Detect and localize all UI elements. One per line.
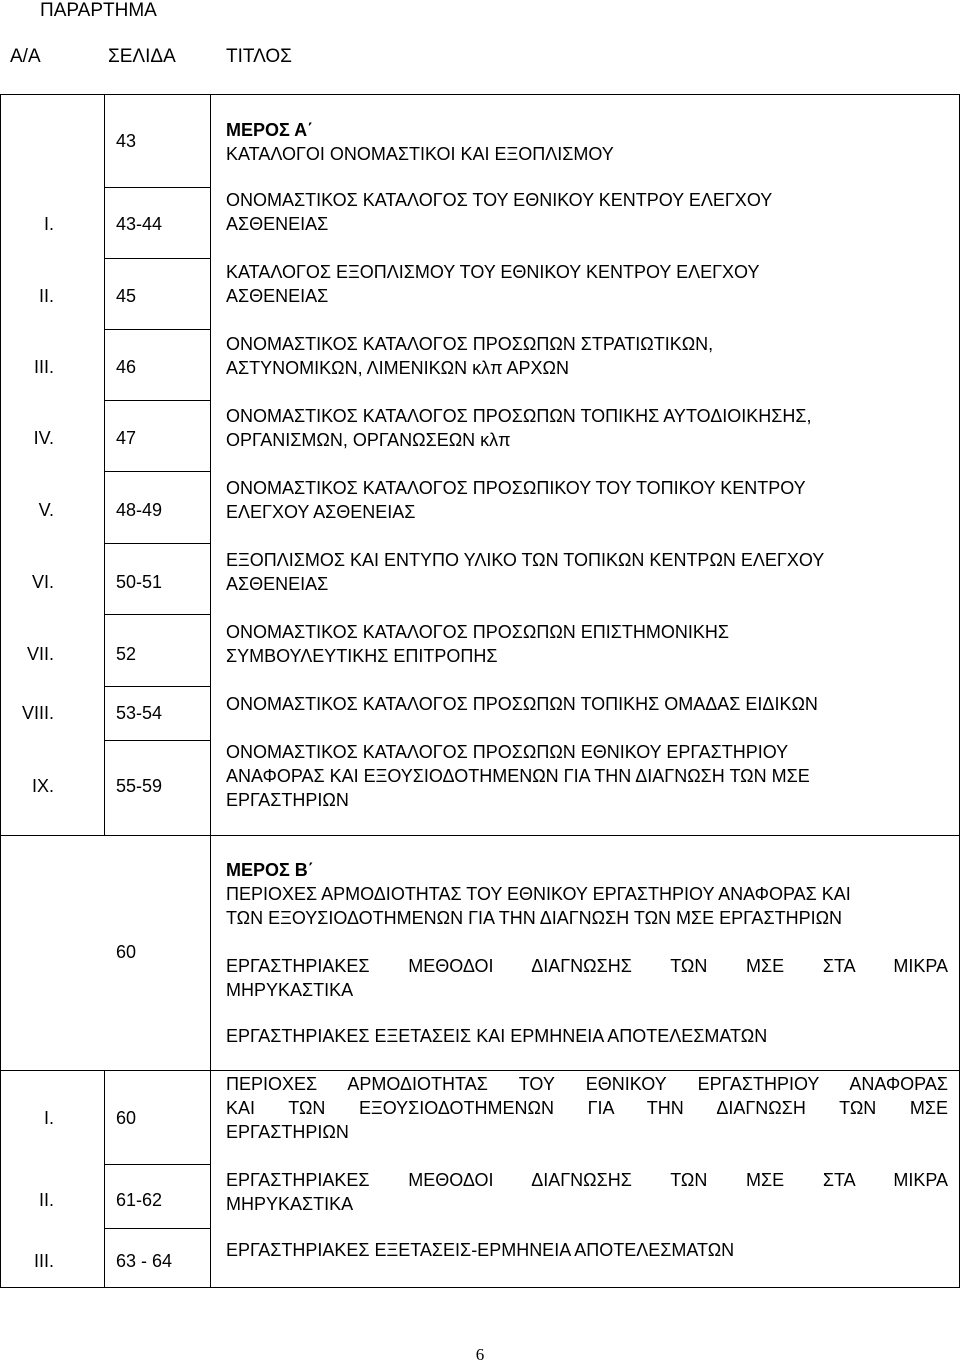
part-b-subsection: ΕΡΓΑΣΤΗΡΙΑΚΕΣ ΕΞΕΤΑΣΕΙΣ ΚΑΙ ΕΡΜΗΝΕΙΑ ΑΠΟΤΕΛΕΣΜΑΤΩΝ	[226, 1026, 768, 1046]
row-separator	[104, 329, 210, 330]
row-title: ΟΝΟΜΑΣΤΙΚΟΣ ΚΑΤΑΛΟΓΟΣ ΠΡΟΣΩΠΙΚΟΥ ΤΟΥ ΤΟΠΙΚΟΥ ΚΕΝΤΡΟΥ	[226, 478, 806, 498]
row-title: ΕΡΓΑΣΤΗΡΙΑΚΕΣ ΜΕΘΟΔΟΙ ΔΙΑΓΝΩΣΗΣ ΤΩΝ ΜΣΕ ΣΤΑ ΜΙΚΡΑ	[226, 1170, 948, 1190]
row-page: 46	[116, 357, 137, 377]
row-page: 43-44	[116, 214, 163, 234]
row-page: 45	[116, 286, 137, 306]
row-title: ΠΕΡΙΟΧΕΣ ΑΡΜΟΔΙΟΤΗΤΑΣ ΤΟΥ ΕΘΝΙΚΟΥ ΕΡΓΑΣΤΗΡΙΟΥ ΑΝΑΦΟΡΑΣ	[226, 1074, 948, 1094]
table-divider-right-b	[210, 835, 211, 1287]
row-page: 60	[116, 1108, 137, 1128]
row-title: ΟΝΟΜΑΣΤΙΚΟΣ ΚΑΤΑΛΟΓΟΣ ΠΡΟΣΩΠΩΝ ΕΘΝΙΚΟΥ ΕΡΓΑΣΤΗΡΙΟΥ	[226, 742, 789, 762]
section-separator	[0, 1070, 960, 1071]
row-title-cont: ΣΥΜΒΟΥΛΕΥΤΙΚΗΣ ΕΠΙΤΡΟΠΗΣ	[226, 646, 498, 666]
row-separator	[104, 400, 210, 401]
row-number: III.	[33, 357, 54, 377]
column-header-page: ΣΕΛΙΔΑ	[108, 46, 176, 67]
row-title-cont: ΟΡΓΑΝΙΣΜΩΝ, ΟΡΓΑΝΩΣΕΩΝ κλπ	[226, 430, 511, 450]
row-separator	[104, 614, 210, 615]
row-page: 47	[116, 428, 137, 448]
part-a-title: ΜΕΡΟΣ Α΄	[226, 120, 314, 140]
part-b-title-line: ΠΕΡΙΟΧΕΣ ΑΡΜΟΔΙΟΤΗΤΑΣ ΤΟΥ ΕΘΝΙΚΟΥ ΕΡΓΑΣΤΗΡΙΟΥ ΑΝΑΦΟΡΑΣ ΚΑΙ	[226, 884, 851, 904]
row-page: 48-49	[116, 500, 163, 520]
row-number: IV.	[33, 428, 54, 448]
row-separator	[104, 471, 210, 472]
row-separator	[104, 1164, 210, 1165]
row-page: 55-59	[116, 776, 163, 796]
row-number: IX.	[31, 776, 54, 796]
row-title: ΟΝΟΜΑΣΤΙΚΟΣ ΚΑΤΑΛΟΓΟΣ ΠΡΟΣΩΠΩΝ ΤΟΠΙΚΗΣ ΑΥΤΟΔΙΟΙΚΗΣΗΣ,	[226, 406, 812, 426]
appendix-heading: ΠΑΡΑΡΤΗΜΑ	[40, 0, 157, 21]
row-separator	[104, 686, 210, 687]
row-title: ΕΞΟΠΛΙΣΜΟΣ ΚΑΙ ΕΝΤΥΠΟ ΥΛΙΚΟ ΤΩΝ ΤΟΠΙΚΩΝ ΚΕΝΤΡΩΝ ΕΛΕΓΧΟΥ	[226, 550, 825, 570]
row-title-cont: ΑΣΘΕΝΕΙΑΣ	[226, 214, 329, 234]
row-title-cont: ΜΗΡΥΚΑΣΤΙΚΑ	[226, 1194, 354, 1214]
row-number: II.	[38, 286, 54, 306]
row-separator	[104, 543, 210, 544]
row-page: 50-51	[116, 572, 163, 592]
row-number: VI.	[31, 572, 54, 592]
row-title-cont: ΕΛΕΓΧΟΥ ΑΣΘΕΝΕΙΑΣ	[226, 502, 416, 522]
row-title-cont: ΑΣΘΕΝΕΙΑΣ	[226, 286, 329, 306]
column-header-aa: Α/Α	[10, 46, 41, 67]
row-number: I.	[43, 214, 54, 234]
row-separator	[104, 187, 210, 188]
row-number: III.	[33, 1251, 54, 1271]
row-title: ΟΝΟΜΑΣΤΙΚΟΣ ΚΑΤΑΛΟΓΟΣ ΠΡΟΣΩΠΩΝ ΤΟΠΙΚΗΣ ΟΜΑΔΑΣ ΕΙΔΙΚΩΝ	[226, 694, 818, 714]
row-page: 53-54	[116, 703, 163, 723]
row-title: ΕΡΓΑΣΤΗΡΙΑΚΕΣ ΕΞΕΤΑΣΕΙΣ-ΕΡΜΗΝΕΙΑ ΑΠΟΤΕΛΕΣΜΑΤΩΝ	[226, 1240, 735, 1260]
row-title: ΟΝΟΜΑΣΤΙΚΟΣ ΚΑΤΑΛΟΓΟΣ ΠΡΟΣΩΠΩΝ ΕΠΙΣΤΗΜΟΝΙΚΗΣ	[226, 622, 730, 642]
row-title-cont: ΑΣΤΥΝΟΜΙΚΩΝ, ΛΙΜΕΝΙΚΩΝ κλπ ΑΡΧΩΝ	[226, 358, 569, 378]
row-number: VII.	[26, 644, 54, 664]
row-page: 63 - 64	[116, 1251, 173, 1271]
table-border-top	[0, 94, 960, 95]
row-title: ΚΑΤΑΛΟΓΟΣ ΕΞΟΠΛΙΣΜΟΥ ΤΟΥ ΕΘΝΙΚΟΥ ΚΕΝΤΡΟΥ ΕΛΕΓΧΟΥ	[226, 262, 760, 282]
row-title: ΟΝΟΜΑΣΤΙΚΟΣ ΚΑΤΑΛΟΓΟΣ ΠΡΟΣΩΠΩΝ ΣΤΡΑΤΙΩΤΙΚΩΝ,	[226, 334, 714, 354]
table-divider-left	[104, 94, 105, 835]
column-header-title: ΤΙΤΛΟΣ	[226, 46, 292, 67]
section-separator	[0, 835, 960, 836]
row-title-cont: ΑΣΘΕΝΕΙΑΣ	[226, 574, 329, 594]
table-border-bottom	[0, 1287, 960, 1288]
row-separator	[104, 258, 210, 259]
part-a-page: 43	[116, 131, 137, 151]
part-a-subtitle: ΚΑΤΑΛΟΓΟΙ ΟΝΟΜΑΣΤΙΚΟΙ ΚΑΙ ΕΞΟΠΛΙΣΜΟΥ	[226, 144, 614, 164]
footer-page-number: 6	[475, 1345, 485, 1364]
table-divider-left-b	[104, 1070, 105, 1287]
row-number: V.	[38, 500, 54, 520]
row-separator	[104, 740, 210, 741]
part-b-subsection-cont: ΜΗΡΥΚΑΣΤΙΚΑ	[226, 980, 354, 1000]
row-title-cont: ΚΑΙ ΤΩΝ ΕΞΟΥΣΙΟΔΟΤΗΜΕΝΩΝ ΓΙΑ ΤΗΝ ΔΙΑΓΝΩΣΗ ΤΩΝ ΜΣΕ	[226, 1098, 948, 1118]
part-b-page: 60	[116, 942, 137, 962]
row-number: II.	[38, 1190, 54, 1210]
part-b-subsection: ΕΡΓΑΣΤΗΡΙΑΚΕΣ ΜΕΘΟΔΟΙ ΔΙΑΓΝΩΣΗΣ ΤΩΝ ΜΣΕ ΣΤΑ ΜΙΚΡΑ	[226, 956, 948, 976]
row-title: ΟΝΟΜΑΣΤΙΚΟΣ ΚΑΤΑΛΟΓΟΣ ΤΟΥ ΕΘΝΙΚΟΥ ΚΕΝΤΡΟΥ ΕΛΕΓΧΟΥ	[226, 190, 773, 210]
row-number: VIII.	[21, 703, 54, 723]
part-b-title: ΜΕΡΟΣ Β΄	[226, 860, 314, 880]
row-number: I.	[43, 1108, 54, 1128]
row-title-cont: ΑΝΑΦΟΡΑΣ ΚΑΙ ΕΞΟΥΣΙΟΔΟΤΗΜΕΝΩΝ ΓΙΑ ΤΗΝ ΔΙΑΓΝΩΣΗ ΤΩΝ ΜΣΕ	[226, 766, 810, 786]
part-b-title-line: ΤΩΝ ΕΞΟΥΣΙΟΔΟΤΗΜΕΝΩΝ ΓΙΑ ΤΗΝ ΔΙΑΓΝΩΣΗ ΤΩΝ ΜΣΕ ΕΡΓΑΣΤΗΡΙΩΝ	[226, 908, 843, 928]
row-title-cont: ΕΡΓΑΣΤΗΡΙΩΝ	[226, 790, 349, 810]
row-page: 52	[116, 644, 137, 664]
row-page: 61-62	[116, 1190, 163, 1210]
row-title-cont: ΕΡΓΑΣΤΗΡΙΩΝ	[226, 1122, 349, 1142]
row-separator	[104, 1228, 210, 1229]
